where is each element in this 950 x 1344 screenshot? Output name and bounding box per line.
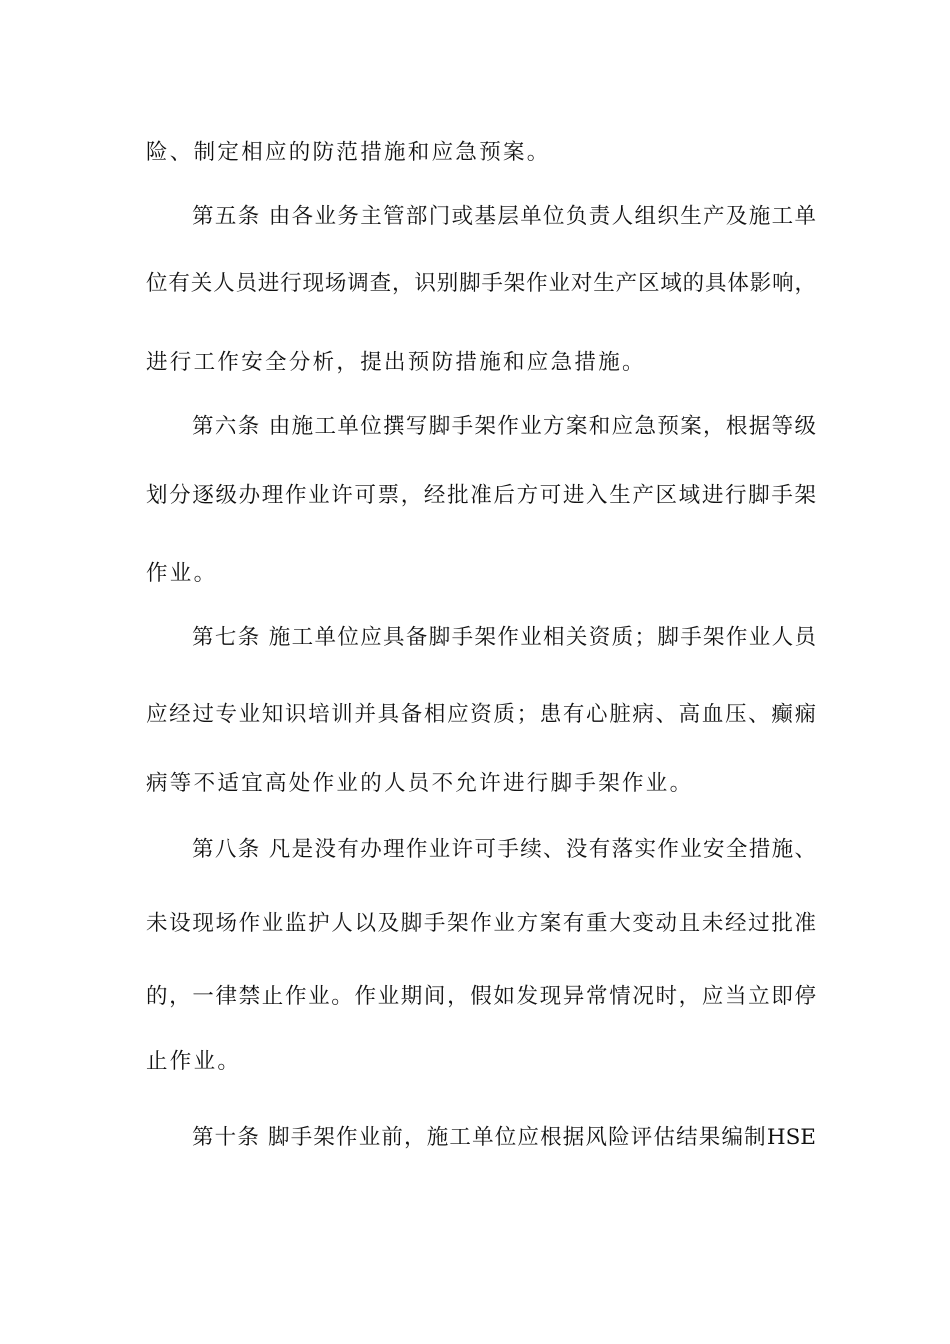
text-line: 作业。 (146, 561, 218, 586)
text-line: 位有关人员进行现场调查，识别脚手架作业对生产区域的具体影响， (146, 271, 816, 296)
article-10-heading-line: 第十条 脚手架作业前，施工单位应根据风险评估结果编制HSE (192, 1125, 816, 1150)
text-line: 未设现场作业监护人以及脚手架作业方案有重大变动且未经过批准 (146, 911, 816, 936)
text-line: 止作业。 (146, 1049, 242, 1074)
article-7-heading-line: 第七条 施工单位应具备脚手架作业相关资质；脚手架作业人员 (192, 625, 816, 650)
text-line: 进行工作安全分析，提出预防措施和应急措施。 (146, 350, 646, 375)
article-6-heading-line: 第六条 由施工单位撰写脚手架作业方案和应急预案，根据等级 (192, 414, 816, 439)
text-line: 险、制定相应的防范措施和应急预案。 (146, 140, 551, 165)
text-line: 的，一律禁止作业。作业期间，假如发现异常情况时，应当立即停 (146, 984, 816, 1009)
text-line: 应经过专业知识培训并具备相应资质；患有心脏病、高血压、癫痫 (146, 702, 816, 727)
article-8-heading-line: 第八条 凡是没有办理作业许可手续、没有落实作业安全措施、 (192, 837, 816, 862)
text-line: 病等不适宜高处作业的人员不允许进行脚手架作业。 (146, 771, 694, 796)
text-line: 划分逐级办理作业许可票，经批准后方可进入生产区域进行脚手架 (146, 483, 816, 508)
article-5-heading-line: 第五条 由各业务主管部门或基层单位负责人组织生产及施工单 (192, 204, 816, 229)
